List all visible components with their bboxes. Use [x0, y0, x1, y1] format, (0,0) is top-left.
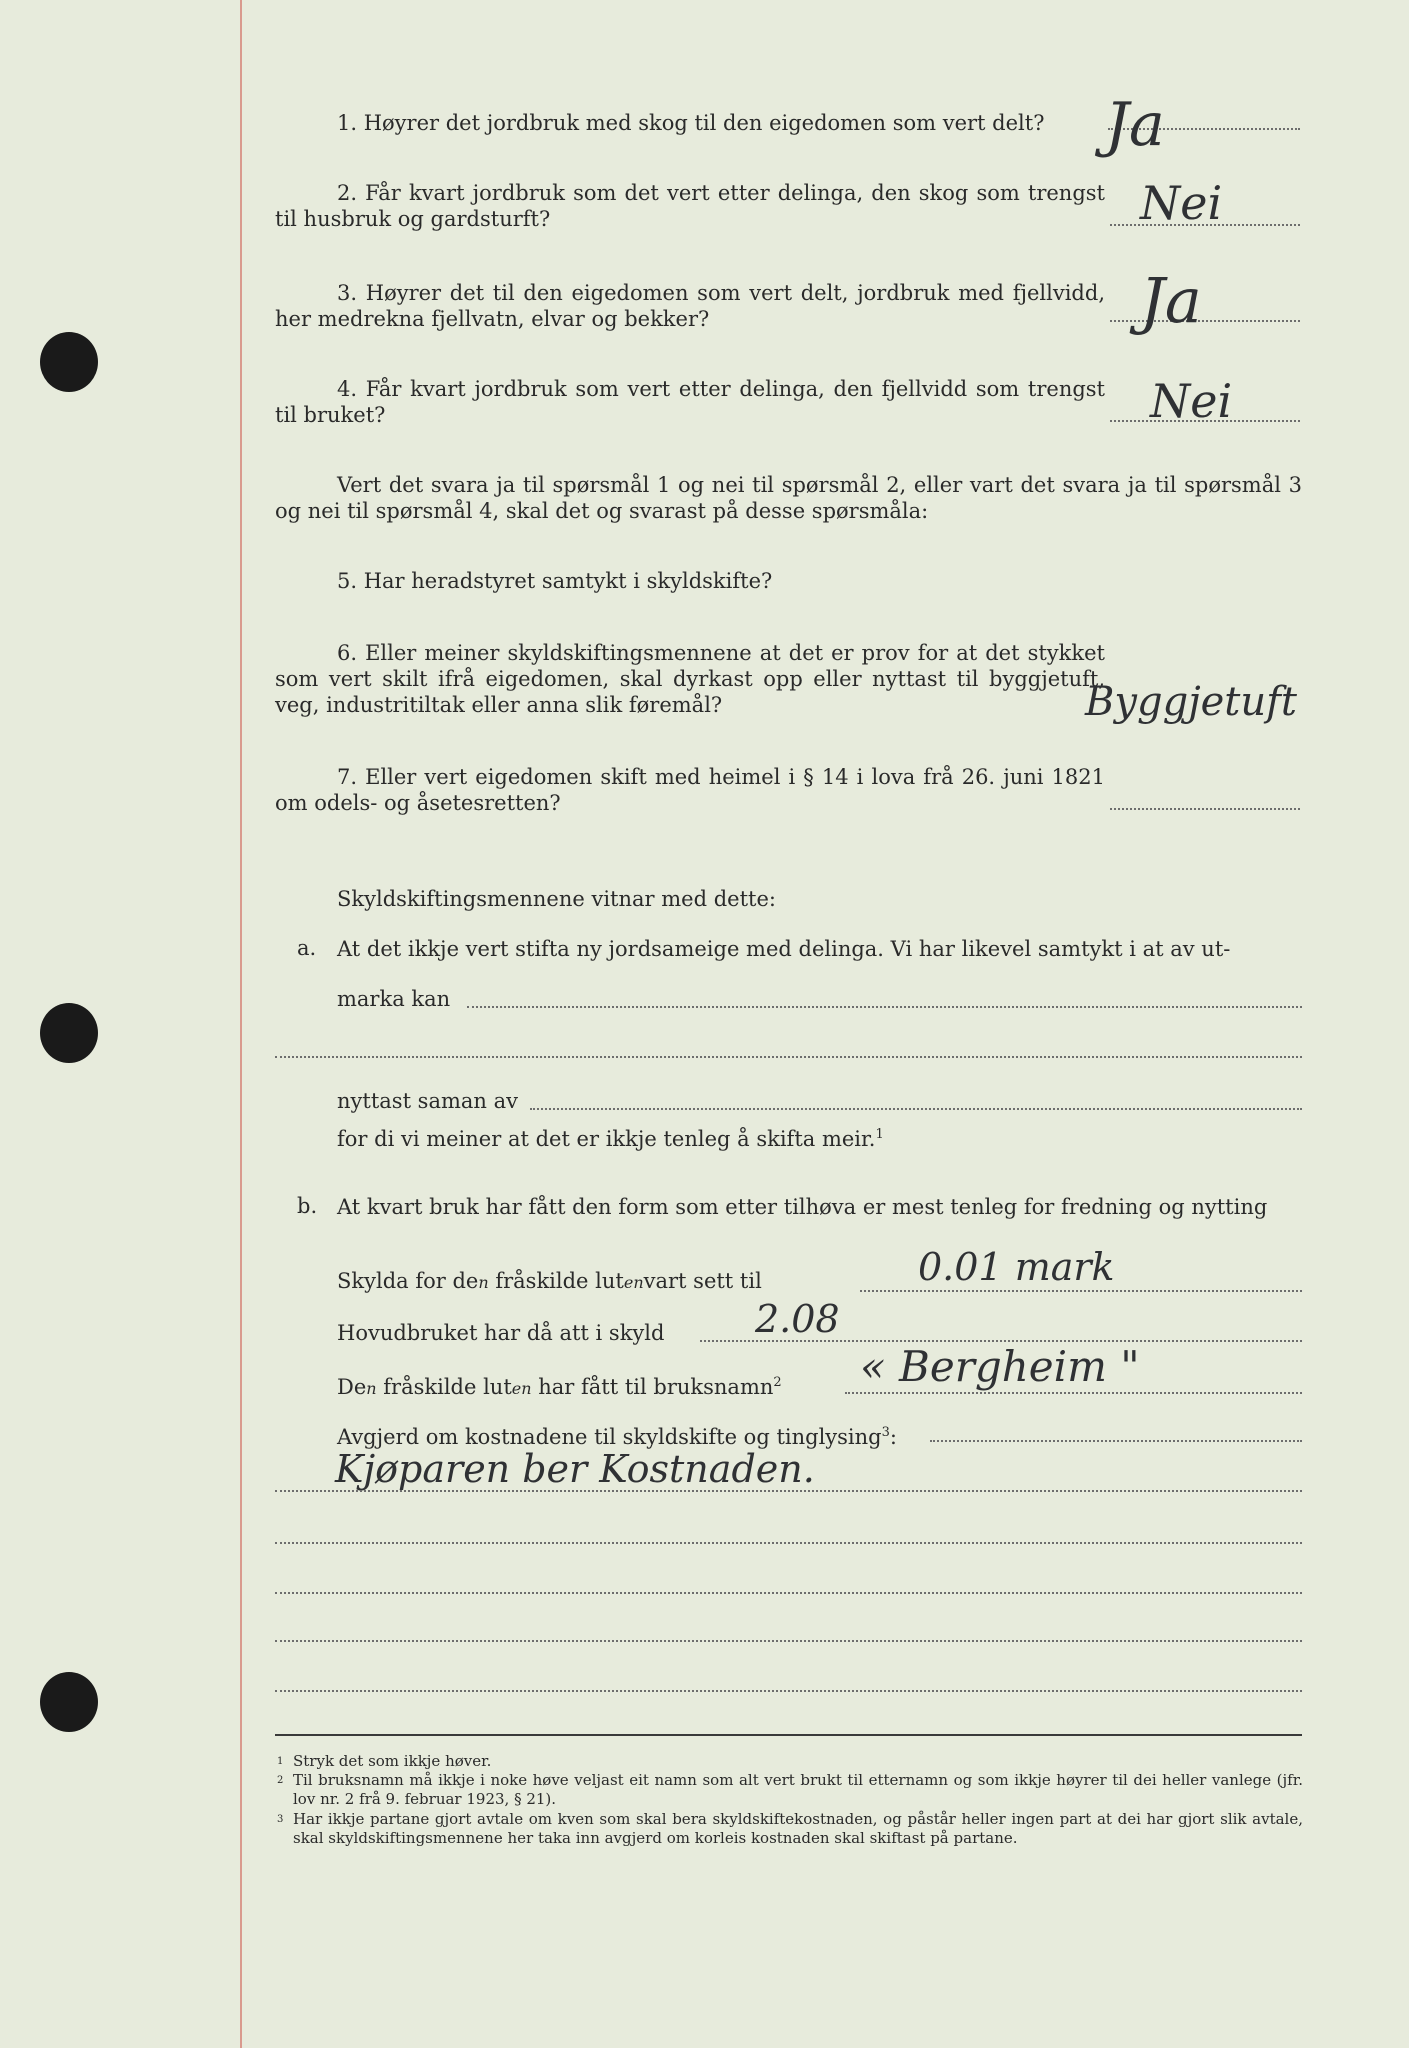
bruksnamn-value: « Bergheim "	[860, 1342, 1140, 1391]
hovudbruket-line: Hovudbruket har då att i skyld	[337, 1321, 665, 1345]
nyttast-label: nyttast saman av	[337, 1089, 518, 1113]
witness-heading: Skyldskiftingsmennene vitnar med dette:	[337, 887, 776, 911]
question-1: 1. Høyrer det jordbruk med skog til den eigedomen som vert delt?	[337, 111, 1045, 135]
skylda-value-line[interactable]	[860, 1290, 1302, 1292]
answer-3: Ja	[1140, 264, 1202, 337]
answer-1: Ja	[1105, 90, 1165, 160]
question-7: 7. Eller vert eigedomen skift med heimel i § 14 i lova frå 26. juni 1821 om odels- og åsetesretten?	[275, 765, 1105, 815]
avgjerd-line-1[interactable]	[930, 1440, 1302, 1442]
margin-line	[240, 0, 242, 2048]
bruksnamn-line: Den fråskilde luten har fått til bruksnamn$^2$	[337, 1375, 782, 1399]
avgjerd-line-6[interactable]	[275, 1690, 1302, 1692]
item-a-label: a.	[297, 936, 317, 960]
question-5: 5. Har heradstyret samtykt i skyldskifte?	[337, 569, 773, 593]
footnote-2: 2 Til bruksnamn må ikkje i noke høve veljast eit namn som alt vert brukt til etternamn og som ikkje høyrer til dei heller vanlege (jfr. lov nr. 2 frå 9. februar 1923, § 21).	[277, 1771, 1303, 1808]
item-b-text: At kvart bruk har fått den form som etter tilhøva er mest tenleg for fredning og nytting	[337, 1195, 1268, 1219]
footnote-rule	[275, 1734, 1302, 1736]
question-4: 4. Får kvart jordbruk som vert etter delinga, den fjellvidd som trengst til bruket?	[275, 377, 1105, 427]
answer-6: Byggjetuft	[1085, 679, 1297, 725]
answer-4: Nei	[1150, 374, 1233, 428]
item-a-continued: marka kan	[337, 987, 451, 1011]
avgjerd-line-2[interactable]	[275, 1490, 1302, 1492]
answer-line-7[interactable]	[1110, 808, 1300, 810]
punch-hole-bottom	[40, 1672, 98, 1732]
item-b-label: b.	[297, 1194, 318, 1218]
skylda-line: Skylda for den fråskilde lutenvart sett til	[337, 1269, 762, 1293]
utmarka-line-1[interactable]	[467, 1006, 1302, 1008]
skylda-value: 0.01 mark	[918, 1245, 1115, 1289]
footnote-3: 3 Har ikkje partane gjort avtale om kven som skal bera skyldskiftekostnaden, og påstår heller ingen part at dei har gjort slik avtale, skal skyldskiftingsmennene her taka inn avgjerd om korleis kostnaden skal skiftast på partane.	[277, 1810, 1303, 1847]
question-3: 3. Høyrer det til den eigedomen som vert delt, jordbruk med fjellvidd, her medrekna fjellvatn, elvar og bekker?	[275, 281, 1105, 331]
answer-line-3[interactable]	[1110, 320, 1300, 322]
punch-hole-middle	[40, 1003, 98, 1063]
avgjerd-line-3[interactable]	[275, 1542, 1302, 1544]
punch-hole-top	[40, 332, 98, 392]
item-a-text: At det ikkje vert stifta ny jordsameige med delinga. Vi har likevel samtykt i at av ut-	[337, 937, 1231, 961]
avgjerd-line-5[interactable]	[275, 1640, 1302, 1642]
avgjerd-line-4[interactable]	[275, 1592, 1302, 1594]
fordi-text: for di vi meiner at det er ikkje tenleg å skifta meir.$^1$	[337, 1127, 884, 1151]
nyttast-line[interactable]	[530, 1108, 1302, 1110]
intro-paragraph: Vert det svara ja til spørsmål 1 og nei til spørsmål 2, eller vart det svara ja til spørsmål 3 og nei til spørsmål 4, skal det og svarast på desse spørsmåla:	[275, 473, 1302, 523]
footnote-1: 1 Stryk det som ikkje høver.	[277, 1752, 492, 1770]
avgjerd-line: Avgjerd om kostnadene til skyldskifte og tinglysing$^3$:	[337, 1425, 897, 1449]
question-2: 2. Får kvart jordbruk som det vert etter delinga, den skog som trengst til husbruk og gardsturft?	[275, 181, 1105, 231]
answer-2: Nei	[1140, 176, 1223, 230]
question-6: 6. Eller meiner skyldskiftingsmennene at det er prov for at det stykket som vert skilt ifrå eigedomen, skal dyrkast opp eller nyttast til byggjetuft, veg, industritiltak eller anna slik føremål?	[275, 641, 1105, 717]
bruksnamn-value-line[interactable]	[845, 1392, 1302, 1394]
avgjerd-value: Kjøparen ber Kostnaden.	[335, 1447, 815, 1491]
hovudbruket-value: 2.08	[755, 1297, 840, 1341]
utmarka-line-2[interactable]	[275, 1056, 1302, 1058]
